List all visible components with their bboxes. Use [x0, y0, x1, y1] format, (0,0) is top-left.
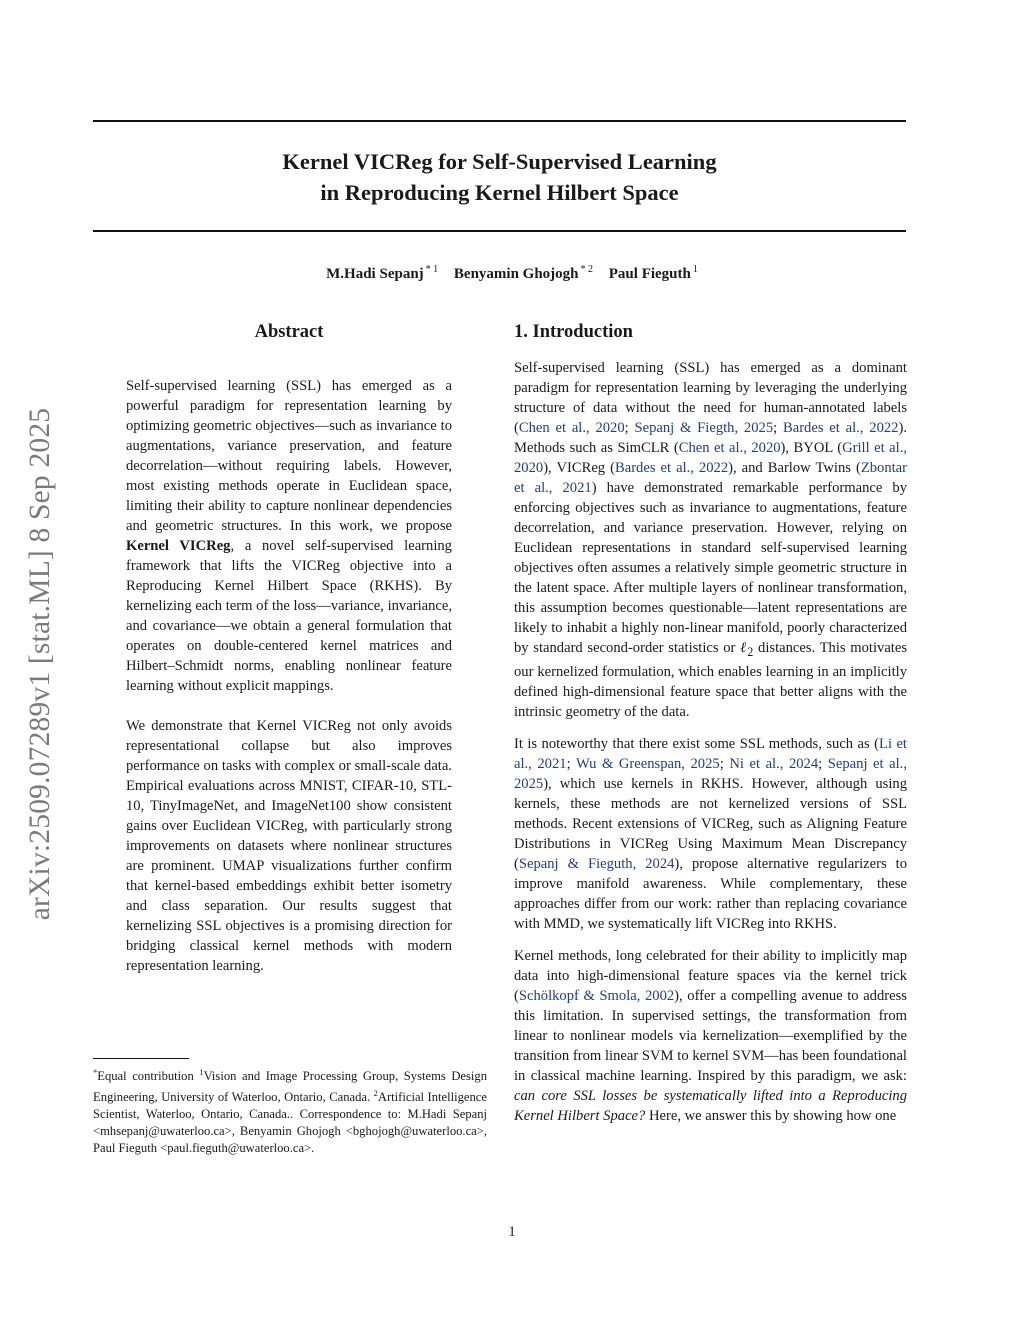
- intro-paragraph-3: [514, 946, 907, 1126]
- arxiv-stamp: arXiv:2509.07289v1 [stat.ML] 8 Sep 2025: [24, 407, 56, 921]
- author-affiliation-marks: * 2: [580, 264, 594, 275]
- citation-link[interactable]: Grill et al., 2020: [514, 440, 907, 476]
- introduction-heading: 1. Introduction: [514, 322, 633, 342]
- method-name: Kernel VICReg: [126, 538, 231, 554]
- text-run: Self-supervised learning (SSL) has emerged as a powerful paradigm for representation learning by optimizing geometric objectives—such as invariance to augmentations, variance preservation, and feature decorrelation—without requiring labels. However, most existing methods operate in Euclidean space, limiting their ability to capture nonlinear dependencies and geometric structures. In this work, we propose: [126, 378, 452, 534]
- text-run: ;: [773, 420, 783, 436]
- text-run: ), BYOL (: [780, 440, 843, 456]
- text-run: ;: [566, 755, 576, 772]
- abstract-paragraph-2: We demonstrate that Kernel VICReg not only avoids representational collapse but also improves performance on tasks with complex or small-scale data. Empirical evaluations across MNIST, CIFAR-10, STL-10, TinyImageNet, and ImageNet100 show consistent gains over Euclidean VICReg, with particularly strong improvements on datasets where nonlinear structures are prominent. UMAP visualizations further confirm that kernel-based embeddings exhibit better isometry and class separation. Our results suggest that kernelizing SSL objectives is a promising direction for bridging classical kernel methods with modern representation learning.: [126, 718, 452, 974]
- intro-paragraph-2: [514, 734, 907, 934]
- text-run: ), offer a compelling avenue to address this limitation. In supervised settings, the transformation from linear to nonlinear models via kernelization—exemplified by the transition from linear SVM to kernel SVM—has been foundational in classical machine learning. Inspired by this paradigm, we ask:: [514, 987, 907, 1084]
- arxiv-stamp-container: [18, 370, 62, 958]
- author-name: M.Hadi Sepanj: [326, 266, 424, 282]
- citation-link[interactable]: Schölkopf & Smola, 2002: [518, 987, 675, 1004]
- text-run: It is noteworthy that there exist some SSL methods, such as (: [514, 735, 880, 752]
- intro-paragraph-1: [514, 358, 907, 722]
- author-name: Benyamin Ghojogh: [453, 266, 579, 282]
- title-line-1: Kernel VICReg for Self-Supervised Learning: [282, 149, 717, 174]
- footnote: [93, 1064, 487, 1157]
- citation-link[interactable]: Zbontar et al., 2021: [514, 460, 908, 496]
- text-run: ;: [719, 755, 730, 772]
- citation-link[interactable]: Sepanj & Fieguth, 2024: [518, 855, 675, 872]
- citation-link[interactable]: Chen et al., 2020: [678, 440, 781, 456]
- text-run: ) have demonstrated remarkable performance by enforcing objectives such as invariance to augmentations, feature decorrelation, and variance preservation. However, relying on Euclidean representations in standard self-supervised learning objectives often assumes a relatively simple geometric structure in the latent space. After multiple layers of nonlinear transformation, this assumption becomes questionable—latent representations are likely to inhabit a highly non-linear manifold, poorly characterized by standard second-order statistics or: [514, 480, 907, 656]
- text-run: ), VICReg (: [543, 460, 615, 476]
- footnote-rule: [93, 1058, 189, 1059]
- text-run: Kernel methods, long celebrated for their ability to implicitly map data into high-dimensional feature spaces via the kernel trick (: [514, 947, 907, 1004]
- text-run: ;: [818, 755, 828, 772]
- top-rule: [93, 120, 906, 122]
- author-name: Paul Fieguth: [608, 266, 691, 282]
- text-run: ), and Barlow Twins (: [728, 460, 861, 476]
- text-run: ), propose alternative regularizers to improve manifold awareness. While complementary, these approaches differ from our work: rather than replacing covariance with MMD, we systematically lift VICReg into RKHS.: [514, 855, 907, 932]
- text-run: Equal contribution: [97, 1069, 200, 1083]
- citation-link[interactable]: Ni et al., 2024: [729, 755, 819, 772]
- citation-link[interactable]: Wu & Greenspan, 2025: [575, 755, 720, 772]
- citation-link[interactable]: Chen et al., 2020: [518, 420, 625, 436]
- text-run: Self-supervised learning (SSL) has emerged as a dominant paradigm for representation learning by leveraging the underlying structure of data without the need for human-annotated labels (: [514, 360, 907, 436]
- text-run: , a novel self-supervised learning framework that lifts the VICReg objective into a Reproducing Kernel Hilbert Space (RKHS). By kernelizing each term of the loss—variance, invariance, and covariance—we obtain a general formulation that operates on double-centered kernel matrices and Hilbert–Schmidt norms, enabling nonlinear feature learning without explicit mappings.: [126, 538, 452, 694]
- math-ell: ℓ: [740, 640, 748, 656]
- author-3: [609, 266, 698, 282]
- title-line-2: in Reproducing Kernel Hilbert Space: [320, 180, 679, 205]
- text-run: ). Methods such as SimCLR (: [514, 420, 907, 456]
- introduction-body: [514, 358, 907, 1126]
- footnote-marker: 1: [199, 1067, 204, 1077]
- footnote-marker: 2: [373, 1088, 378, 1098]
- footnote-marker: *: [93, 1067, 98, 1077]
- abstract-body: [126, 376, 452, 976]
- author-1: [326, 266, 438, 282]
- citation-link[interactable]: Sepanj & Fiegth, 2025: [634, 420, 774, 436]
- text-run: Artificial Intelligence Scientist, Waterloo, Ontario, Canada.. Correspondence to: M.Hadi Sepanj <mhsepanj@uwaterloo.ca>, Benyamin Ghojogh <bghojogh@uwaterloo.ca>, Paul Fieguth <paul.fieguth@uwaterloo.ca>.: [93, 1090, 487, 1155]
- page-number: 1: [508, 1224, 516, 1240]
- citation-link[interactable]: Sepanj et al., 2025: [514, 755, 907, 792]
- author-affiliation-marks: * 1: [425, 264, 439, 275]
- abstract-heading: Abstract: [254, 322, 324, 342]
- text-run: ;: [624, 420, 635, 436]
- title-bottom-rule: [93, 230, 906, 232]
- citation-link[interactable]: Bardes et al., 2022: [782, 420, 899, 436]
- paper-title: [93, 146, 906, 208]
- text-run: Vision and Image Processing Group, Systems Design Engineering, University of Waterloo, Ontario, Canada.: [93, 1069, 488, 1104]
- text-run: ), which use kernels in RKHS. However, although using kernels, these methods are not kernelized versions of SSL methods. Recent extensions of VICReg, such as Aligning Feature Distributions in VICReg Using Maximum Mean Discrepancy (: [514, 775, 907, 872]
- author-affiliation-marks: 1: [692, 264, 698, 275]
- text-run: Here, we answer this by showing how one: [645, 1107, 897, 1124]
- author-list: [0, 264, 1024, 283]
- citation-link[interactable]: Li et al., 2021: [514, 735, 907, 772]
- author-2: [454, 266, 593, 282]
- citation-link[interactable]: Bardes et al., 2022: [614, 460, 729, 476]
- text-run: distances. This motivates our kernelized formulation, which enables learning in an implicitly defined high-dimensional feature space that better aligns with the intrinsic geometry of the data.: [514, 640, 908, 720]
- math-subscript: 2: [747, 644, 754, 659]
- research-question: can core SSL losses be systematically lifted into a Reproducing Kernel Hilbert Space?: [514, 1087, 907, 1124]
- abstract-paragraph-1: [126, 376, 452, 696]
